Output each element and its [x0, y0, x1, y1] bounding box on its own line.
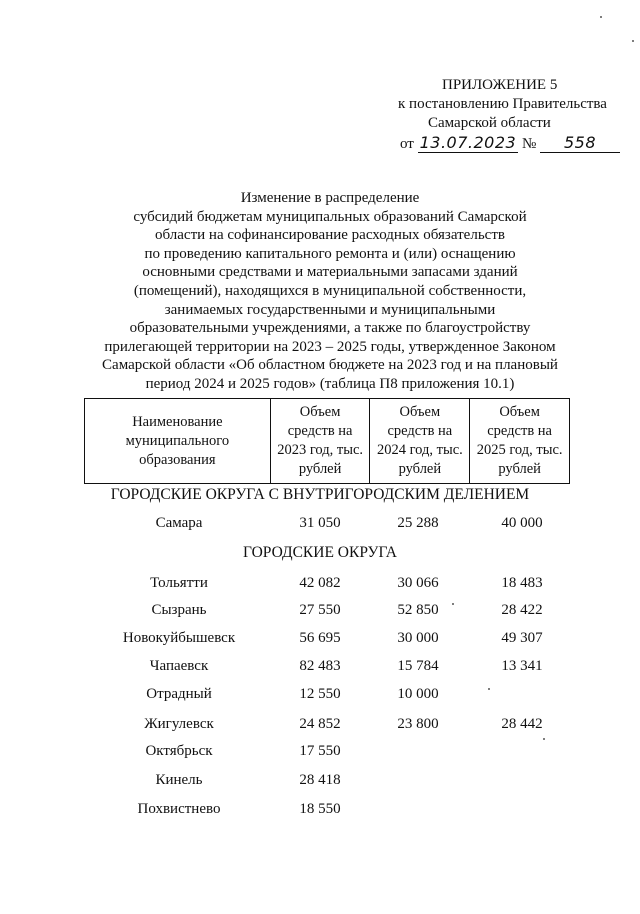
header-municipality — [85, 399, 271, 484]
municipality-name: Отрадный — [146, 686, 212, 702]
header-text: 2023 год, тыс. — [277, 442, 364, 458]
table-row — [0, 575, 640, 597]
value-2023: 42 082 — [299, 575, 341, 591]
title-line: субсидий бюджетам муниципальных образований Самарской — [133, 208, 527, 225]
title-line: занимаемых государственными и муниципальными — [164, 301, 496, 318]
section-title: ГОРОДСКИЕ ОКРУГА — [243, 544, 397, 561]
header-text: образования — [139, 451, 216, 468]
value-2023: 31 050 — [299, 515, 341, 531]
table-row — [0, 686, 640, 708]
handwritten-date: 13.07.2023 — [419, 133, 517, 152]
date-prefix: от — [400, 136, 414, 152]
municipality-name: Самара — [155, 515, 203, 531]
table-header-row — [85, 399, 570, 484]
municipality-name: Октябрьск — [145, 743, 213, 759]
annex-date-number-line — [380, 133, 620, 154]
header-text: рублей — [498, 461, 541, 477]
value-2024: 10 000 — [397, 686, 439, 702]
header-text: Объем — [299, 404, 341, 420]
header-text: средств на — [487, 423, 552, 439]
value-2023: 28 418 — [299, 772, 341, 788]
table-row — [0, 602, 640, 624]
municipality-name: Чапаевск — [149, 658, 209, 674]
allocation-table-header — [84, 398, 570, 484]
header-text: средств на — [287, 423, 353, 439]
value-2023: 18 550 — [299, 801, 341, 817]
municipality-name: Сызрань — [151, 602, 207, 618]
scan-speck — [543, 738, 545, 740]
title-line: основными средствами и материальными запасами зданий — [142, 264, 518, 281]
scan-speck — [600, 16, 602, 18]
value-2024: 30 066 — [397, 575, 439, 591]
value-2024: 23 800 — [397, 716, 439, 732]
value-2023: 27 550 — [299, 602, 341, 618]
document-title — [100, 189, 560, 394]
title-line: прилегающей территории на 2023 – 2025 годы, утвержденное Законом — [104, 338, 556, 355]
title-line: период 2024 и 2025 годов» (таблица П8 приложения 10.1) — [145, 375, 515, 392]
annex-region-line: Самарской области — [428, 115, 551, 131]
header-text: Наименование — [132, 413, 223, 430]
value-2023: 17 550 — [299, 743, 341, 759]
scan-speck — [488, 688, 490, 690]
table-row — [0, 801, 640, 823]
header-text: средств на — [387, 423, 453, 439]
annex-resolution-line: к постановлению Правительства — [398, 96, 607, 112]
header-text: Объем — [399, 404, 441, 420]
municipality-name: Новокуйбышевск — [122, 630, 236, 646]
title-line: (помещений), находящихся в муниципальной собственности, — [133, 282, 527, 299]
table-row — [0, 630, 640, 652]
value-2023: 24 852 — [299, 716, 341, 732]
municipality-name: Жигулевск — [144, 716, 214, 732]
header-text: муниципального — [125, 432, 230, 449]
value-2024: 15 784 — [397, 658, 439, 674]
header-text: 2024 год, тыс. — [376, 442, 463, 458]
value-2024: 52 850 — [397, 602, 439, 618]
scan-speck — [452, 603, 454, 605]
handwritten-number: 558 — [540, 133, 620, 153]
value-2023: 12 550 — [299, 686, 341, 702]
table-row — [0, 743, 640, 765]
title-line: Самарской области «Об областном бюджете на 2023 год и на плановый — [102, 357, 558, 374]
header-text: рублей — [298, 461, 342, 477]
scan-speck — [632, 40, 634, 42]
annex-title: ПРИЛОЖЕНИЕ 5 — [442, 77, 558, 93]
annex-header — [380, 76, 620, 154]
value-2025: 13 341 — [501, 658, 543, 674]
header-text: Объем — [499, 404, 540, 420]
municipality-name: Похвистнево — [137, 801, 221, 817]
header-text: 2025 год, тыс. — [476, 442, 563, 458]
header-text: рублей — [398, 461, 442, 477]
table-row — [0, 772, 640, 794]
title-line: Изменение в распределение — [240, 190, 420, 206]
title-line: образовательными учреждениями, а также по благоустройству — [129, 320, 531, 337]
title-line: по проведению капитального ремонта и (или) оснащению — [144, 245, 516, 262]
table-row — [0, 515, 640, 537]
header-2024 — [370, 399, 470, 484]
value-2023: 56 695 — [299, 630, 341, 646]
header-2025 — [470, 399, 570, 484]
header-2023 — [270, 399, 370, 484]
value-2025: 28 422 — [501, 602, 543, 618]
value-2025: 18 483 — [501, 575, 543, 591]
section-title: ГОРОДСКИЕ ОКРУГА С ВНУТРИГОРОДСКИМ ДЕЛЕНИЕМ — [110, 486, 530, 503]
table-row — [0, 658, 640, 680]
number-prefix: № — [521, 136, 537, 152]
value-2023: 82 483 — [299, 658, 341, 674]
municipality-name: Кинель — [155, 772, 203, 788]
title-line: области на софинансирование расходных обязательств — [155, 227, 505, 244]
table-row — [0, 716, 640, 738]
municipality-name: Тольятти — [150, 575, 208, 591]
value-2024: 30 000 — [397, 630, 439, 646]
value-2024: 25 288 — [397, 515, 439, 531]
value-2025: 40 000 — [501, 515, 543, 531]
value-2025: 28 442 — [501, 716, 543, 732]
value-2025: 49 307 — [501, 630, 543, 646]
